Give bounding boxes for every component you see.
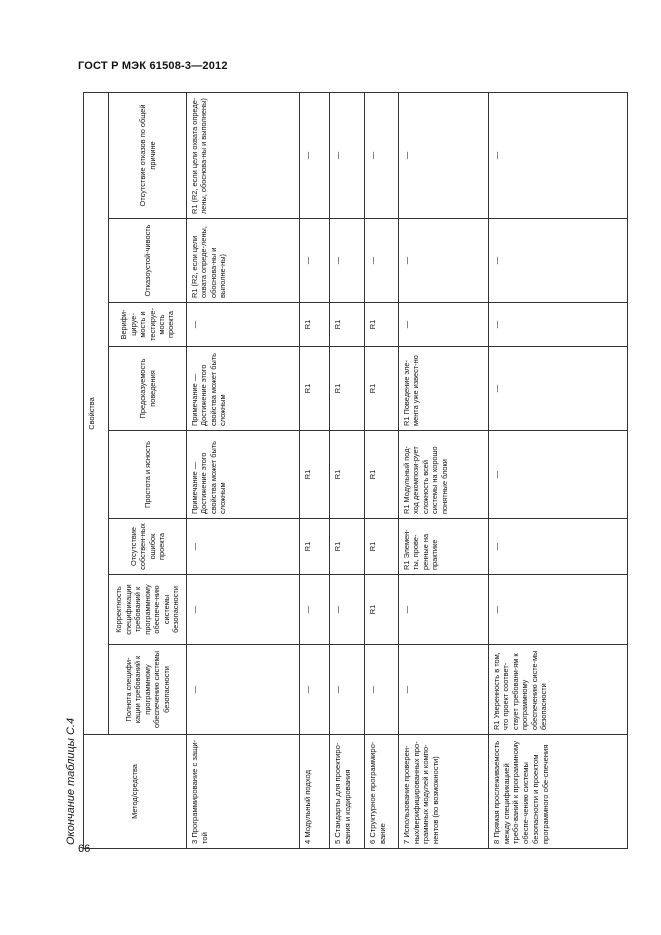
table-cell: — <box>489 347 628 431</box>
table-row <box>365 92 399 848</box>
table-cell: R1 <box>300 347 330 431</box>
table-cell: R1 <box>300 303 330 347</box>
table-cell: — <box>489 219 628 303</box>
table-row <box>300 92 330 848</box>
table-cell: — <box>365 219 399 303</box>
table-cell: — <box>489 92 628 218</box>
table-cell: R1 Уверенность в том, что проект соответ-ствует требовани-ям к программному обеспечению систе-мы безопасности <box>489 645 628 735</box>
table-cell: — <box>399 575 489 645</box>
table-cell: — <box>399 92 489 218</box>
table-cell: R1 (R2, если цели охвата опреде-лены, обоснова-ны и выполне-ны) <box>187 219 300 303</box>
table-cell: Примечание — Достижение этого свойства может быть сложным <box>187 431 300 519</box>
table-cell: — <box>330 219 365 303</box>
table-cell: R1 <box>330 303 365 347</box>
table-cell: R1 <box>300 431 330 519</box>
table-cell: — <box>330 645 365 735</box>
table-cell: — <box>300 92 330 218</box>
table-cell: — <box>330 92 365 218</box>
method-cell: 8 Прямая прослеживаемость между спецификацией требо-ваний к программному обеспе-чению системы безопасности и проектом программного обе-спечения <box>489 735 628 849</box>
table-row <box>187 92 300 848</box>
column-header: Корректность спецификации требований к программному обеспече-нию системы безопасности <box>109 575 187 645</box>
page-number: 66 <box>78 843 91 855</box>
table-cell: R1 (R2, если цели охвата опреде-лены, обоснова-ны и выполнены) <box>187 92 300 218</box>
method-cell: 5 Стандарты для проектиро-вания и кодирования <box>330 735 365 849</box>
table-cell: — <box>365 92 399 218</box>
table-cell: — <box>300 645 330 735</box>
table-cell: — <box>300 219 330 303</box>
method-cell: 4 Модульный подход <box>300 735 330 849</box>
table-cell: — <box>187 575 300 645</box>
table-cell: — <box>330 575 365 645</box>
document-header: ГОСТ Р МЭК 61508-3—2012 <box>78 60 228 72</box>
properties-group-header: Свойства <box>84 92 109 734</box>
table-cell: R1 <box>300 519 330 575</box>
method-cell: 7 Использование проверен-ных/верифицированных про-граммных модулей и компо-нентов (по возможности) <box>399 735 489 849</box>
table-cell: R1 <box>365 575 399 645</box>
column-header: Отсутствие отказов по общей причине <box>109 92 187 218</box>
method-cell: 6 Структурное программиро-вание <box>365 735 399 849</box>
column-header: Предсказуемость поведения <box>109 347 187 431</box>
table-cell: R1 Поведение эле-мента уже извест-но <box>399 347 489 431</box>
table-cell: — <box>399 303 489 347</box>
table-cell: Примечание — Достижение этого свойства может быть сложным <box>187 347 300 431</box>
table-cell: R1 <box>365 347 399 431</box>
table-cell: R1 <box>330 519 365 575</box>
table-cell: — <box>399 219 489 303</box>
table-cell: — <box>187 303 300 347</box>
table-cell: — <box>489 303 628 347</box>
table-cell: — <box>300 575 330 645</box>
table-cell: R1 <box>365 303 399 347</box>
table-cell: — <box>187 519 300 575</box>
table-cell: — <box>489 519 628 575</box>
table-cell: — <box>399 645 489 735</box>
table-cell: — <box>489 575 628 645</box>
column-header: Отсутствие собствен-ных ошибок проекта <box>109 519 187 575</box>
column-header: Отказоустой-чивость <box>109 219 187 303</box>
column-header: Полнота специфи-кации требований к программному обеспечению системы безопасности <box>109 645 187 735</box>
column-header: Верифи-цируе-мость и тестируе-мость проекта <box>109 303 187 347</box>
column-header: Простота и ясность <box>109 431 187 519</box>
table-cell: — <box>187 645 300 735</box>
table-cell: R1 <box>330 347 365 431</box>
table-cell: — <box>489 431 628 519</box>
table-caption: Окончание таблицы С.4 <box>65 717 77 845</box>
table-cell: R1 Модульный под-ход декомпози-рует сложность всей системы на хорошо понятные блоки <box>399 431 489 519</box>
table-row <box>399 92 489 848</box>
table-row <box>489 92 628 848</box>
method-cell: 3 Программирование с защи-той <box>187 735 300 849</box>
properties-table <box>83 92 628 849</box>
rotated-table-area <box>65 93 661 845</box>
method-header: Метод/средства <box>84 735 187 849</box>
table-cell: R1 <box>330 431 365 519</box>
table-cell: R1 <box>365 519 399 575</box>
table-row <box>330 92 365 848</box>
table-cell: R1 Элемен-ты, прове-ренные на практике <box>399 519 489 575</box>
table-cell: — <box>365 645 399 735</box>
table-cell: R1 <box>365 431 399 519</box>
